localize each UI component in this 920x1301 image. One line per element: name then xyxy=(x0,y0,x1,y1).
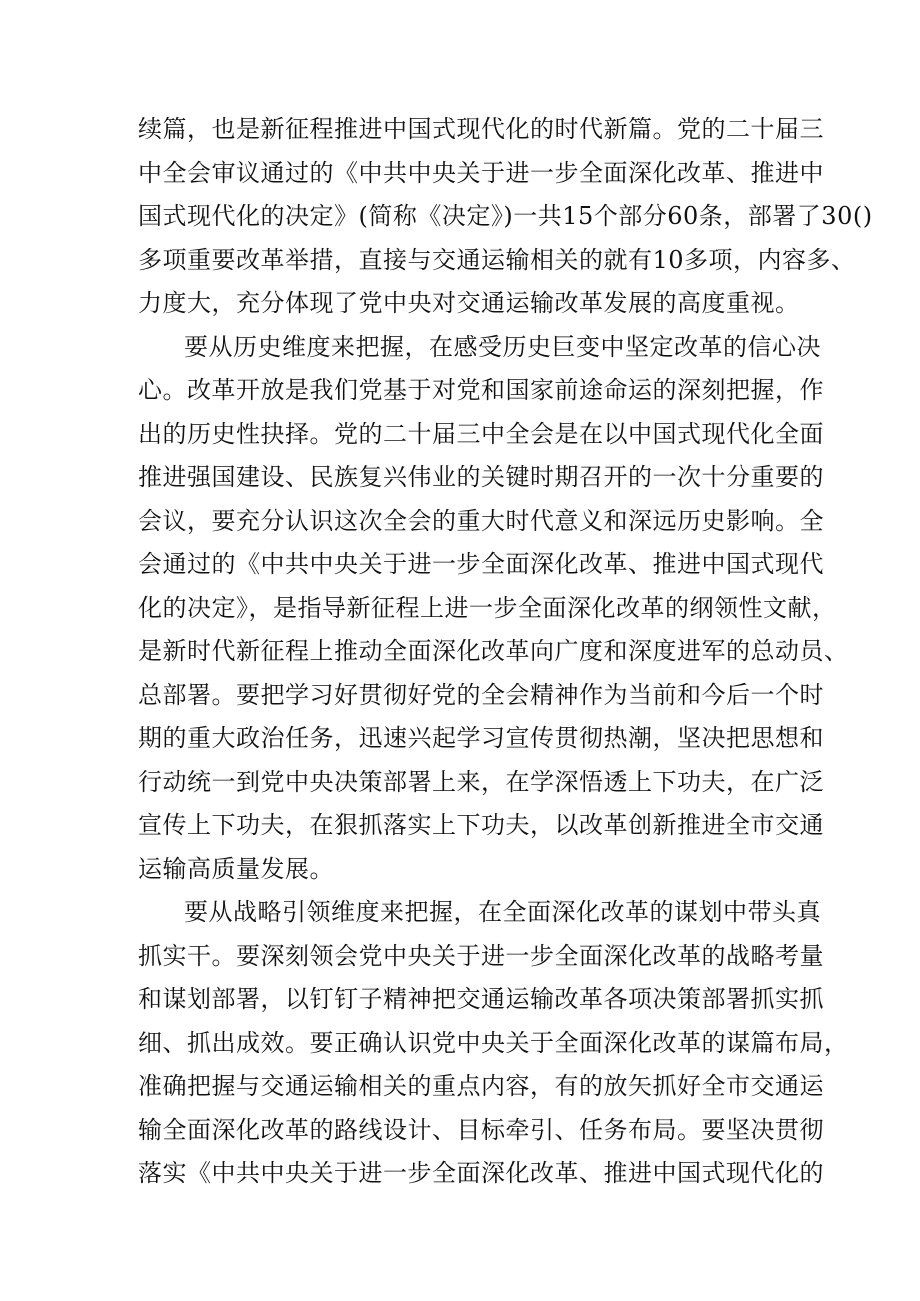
document-body xyxy=(138,108,873,1196)
paragraph-2 xyxy=(138,326,849,892)
paragraph-line: 准确把握与交通运输相关的重点内容，有的放矢抓好全市交通运 xyxy=(138,1072,824,1100)
paragraph-line: 国式现代化的决定》(简称《决定》)一共15个部分60条，部署了30() xyxy=(138,202,873,230)
paragraph-line: 运输高质量发展。 xyxy=(138,854,334,883)
paragraph-line: 心。改革开放是我们党基于对党和国家前途命运的深刻把握，作 xyxy=(138,376,824,404)
paragraph-line: 多项重要改革举措，直接与交通运输相关的就有10多项，内容多、 xyxy=(138,245,856,274)
paragraph-line: 推进强国建设、民族复兴伟业的关键时期召开的一次十分重要的 xyxy=(138,463,824,491)
paragraph-line: 总部署。要把学习好贯彻好党的全会精神作为当前和今后一个时 xyxy=(138,680,824,709)
paragraph-line: 会议，要充分认识这次全会的重大时代意义和深远历史影响。全 xyxy=(138,506,824,535)
paragraph-line: 宣传上下功夫，在狠抓落实上下功夫，以改革创新推进全市交通 xyxy=(138,811,824,839)
paragraph-line: 是新时代新征程上推动全面深化改革向广度和深度进军的总动员、 xyxy=(138,637,849,665)
paragraph-line: 续篇，也是新征程推进中国式现代化的时代新篇。党的二十届三 xyxy=(138,115,824,143)
paragraph-line: 力度大，充分体现了党中央对交通运输改革发展的高度重视。 xyxy=(138,289,800,317)
paragraph-line: 要从历史维度来把握，在感受历史巨变中坚定改革的信心决 xyxy=(184,332,821,361)
paragraph-line: 和谋划部署，以钉钉子精神把交通运输改革各项决策部署抓实抓 xyxy=(138,985,824,1013)
paragraph-line: 要从战略引领维度来把握，在全面深化改革的谋划中带头真 xyxy=(184,898,821,926)
paragraph-line: 中全会审议通过的《中共中央关于进一步全面深化改革、推进中 xyxy=(138,158,824,187)
paragraph-3 xyxy=(138,891,849,1196)
paragraph-line: 化的决定》，是指导新征程上进一步全面深化改革的纲领性文献， xyxy=(138,593,837,622)
paragraph-line: 细、抓出成效。要正确认识党中央关于全面深化改革的谋篇布局， xyxy=(138,1028,849,1057)
paragraph-line: 落实《中共中央关于进一步全面深化改革、推进中国式现代化的 xyxy=(138,1159,824,1187)
paragraph-line: 期的重大政治任务，迅速兴起学习宣传贯彻热潮，坚决把思想和 xyxy=(138,724,824,752)
paragraph-1 xyxy=(138,108,873,326)
paragraph-line: 行动统一到党中央决策部署上来，在学深悟透上下功夫，在广泛 xyxy=(138,767,824,796)
paragraph-line: 抓实干。要深刻领会党中央关于进一步全面深化改革的战略考量 xyxy=(138,941,824,970)
paragraph-line: 出的历史性抉择。党的二十届三中全会是在以中国式现代化全面 xyxy=(138,419,824,448)
paragraph-line: 输全面深化改革的路线设计、目标牵引、任务布局。要坚决贯彻 xyxy=(138,1115,824,1144)
paragraph-line: 会通过的《中共中央关于进一步全面深化改革、推进中国式现代 xyxy=(138,550,824,578)
